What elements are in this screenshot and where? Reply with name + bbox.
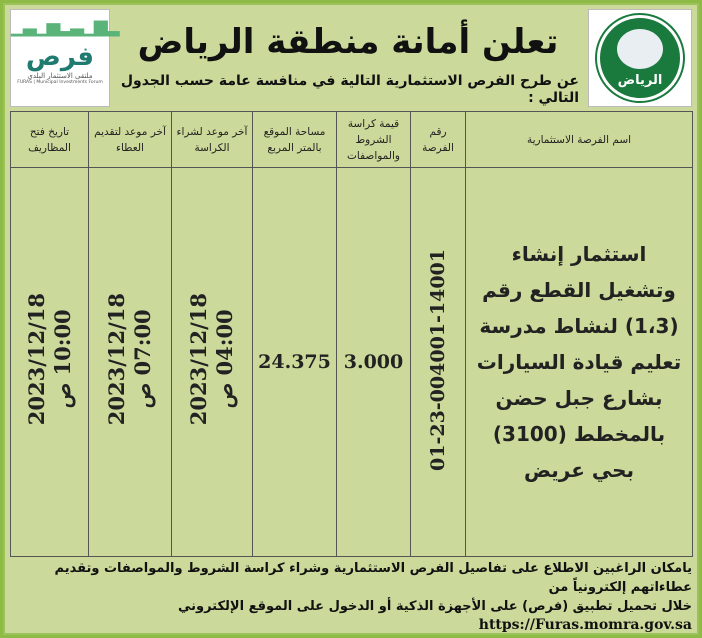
col-area: مساحة الموقع بالمتر المربع	[253, 112, 337, 168]
col-name: اسم الفرصة الاستثمارية	[466, 112, 693, 168]
opening-date: 2023/12/18 10:00 ص	[11, 168, 89, 557]
col-number: رقم الفرصة	[411, 112, 466, 168]
footer-line2: خلال تحميل تطبيق (فرص) على الأجهزة الذكية أو الدخول على الموقع الإلكتروني	[177, 599, 692, 614]
table-row	[11, 168, 693, 557]
logo-word: فرص	[25, 42, 95, 72]
purchase-deadline: 2023/12/18 04:00 ص	[172, 168, 253, 557]
riyadh-seal-logo	[588, 9, 692, 107]
logo-line1: ملتقى الاستثمار البلدي	[27, 72, 93, 80]
col-price: قيمة كراسة الشروط والمواصفات	[337, 112, 411, 168]
logo-line2: FURAS | Municipal Investments Forum	[17, 80, 103, 85]
furas-logo	[10, 9, 118, 107]
site-area: 24.375	[253, 168, 337, 557]
ad-title: تعلن أمانة منطقة الرياض	[137, 22, 559, 62]
col-purchase-deadline: آخر موعد لشراء الكراسة	[172, 112, 253, 168]
footer-note	[10, 559, 692, 635]
website-link[interactable]: https://Furas.momra.gov.sa	[478, 617, 692, 633]
skyline-icon: ▁▃▁▅▂▃▁▆▂	[11, 16, 118, 37]
bid-deadline: 2023/12/18 07:00 ص	[89, 168, 172, 557]
booklet-price: 3.000	[337, 168, 411, 557]
opportunities-table	[10, 111, 693, 557]
table-header-row	[11, 112, 693, 168]
opportunity-number: 01-23-004001-14001	[411, 168, 466, 557]
ad-subtitle: عن طرح الفرص الاستثمارية التالية في منافسة عامة حسب الجدول التالي :	[120, 73, 579, 106]
footer-line1: يامكان الراغبين الاطلاع على تفاصيل الفرص الاستثمارية وشراء كراسة الشروط والمواصفات وتقديم عطاءاتهم إلكترونياً من	[54, 561, 692, 595]
col-bid-deadline: آخر موعد لتقديم العطاء	[89, 112, 172, 168]
emblem-icon	[617, 29, 663, 69]
seal-text: الرياض	[617, 73, 663, 88]
opportunity-name: استثمار إنشاء وتشغيل القطع رقم (1،3) لنشاط مدرسة تعليم قيادة السيارات بشارع جبل حضن بالمخطط (3100) بحي عريض	[466, 168, 693, 557]
col-opening-date: تاريخ فتح المظاريف	[11, 112, 89, 168]
